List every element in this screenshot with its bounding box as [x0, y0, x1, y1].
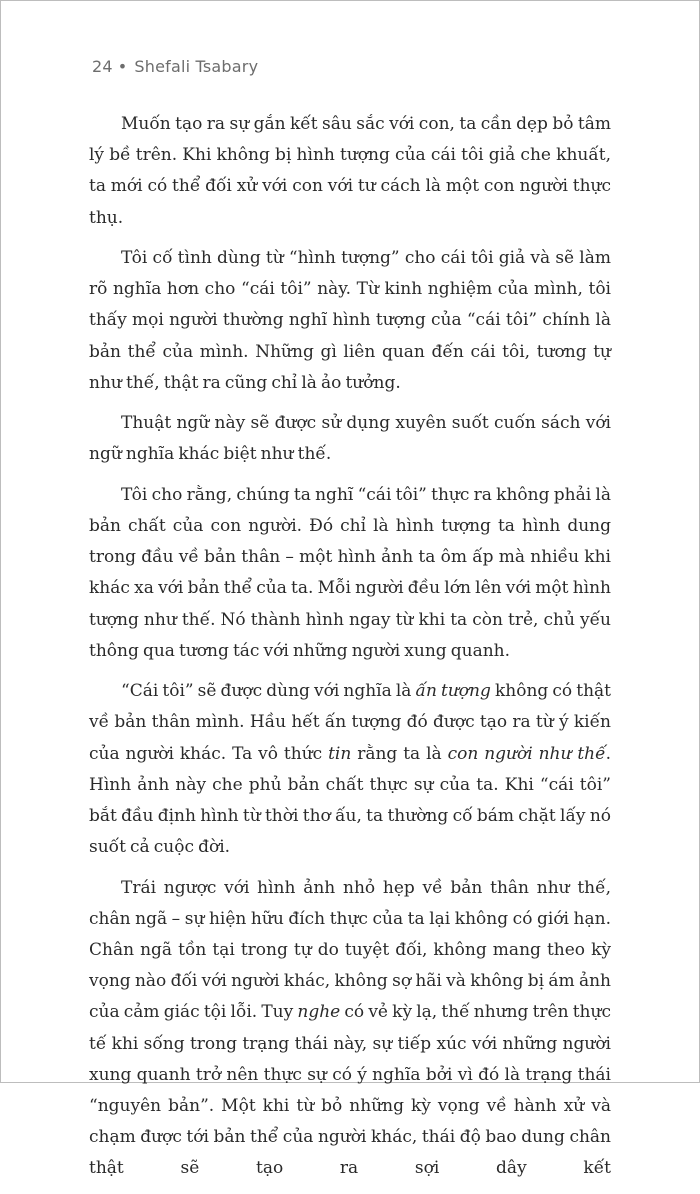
- paragraph-text: không có thật về bản thân mình. Hầu hết ấn tượng đó được tạo ra từ ý kiến của người khác. Ta vô thức: [89, 681, 611, 764]
- italic-phrase: con người như thế: [447, 743, 606, 764]
- author-name: Shefali Tsabary: [134, 57, 259, 76]
- paragraph: Muốn tạo ra sự gắn kết sâu sắc với con, ta cần dẹp bỏ tâm lý bề trên. Khi không bị hình tượng của cái tôi giả che khuất, ta mới có thể đối xử với con với tư cách là một con người thực thụ.: [89, 114, 611, 228]
- page-number: 24: [92, 57, 113, 76]
- italic-phrase: nghe: [297, 1002, 341, 1023]
- paragraph: Tôi cho rằng, chúng ta nghĩ “cái tôi” thực ra không phải là bản chất của con người. Đó chỉ là hình tượng ta hình dung trong đầu về bản thân – một hình ảnh ta ôm ấp mà nhiều khi khác xa với bản thể của ta. Mỗi người đều lớn lên với một hình tượng như thế. Nó thành hình ngay từ khi ta còn trẻ, chủ yếu thông qua tương tác với những người xung quanh.: [89, 484, 611, 661]
- paragraph-text: “Cái tôi” sẽ được dùng với nghĩa là: [121, 681, 416, 702]
- body-text: [89, 109, 611, 1194]
- paragraph: [89, 873, 611, 1185]
- paragraph: Thuật ngữ này sẽ được sử dụng xuyên suốt cuốn sách với ngữ nghĩa khác biệt như thế.: [89, 413, 611, 465]
- header-separator: •: [117, 57, 128, 76]
- paragraph-text: . Hình ảnh này che phủ bản chất thực sự của ta. Khi “cái tôi” bắt đầu định hình từ thời thơ ấu, ta thường cố bám chặt lấy nó suốt cả cuộc đời.: [89, 743, 611, 858]
- paragraph: [89, 676, 611, 863]
- italic-phrase: tin: [328, 743, 352, 764]
- running-head: [92, 57, 258, 76]
- paragraph-text: có vẻ kỳ lạ, thế nhưng trên thực tế khi sống trong trạng thái này, sự tiếp xúc với những người xung quanh trở nên thực sự có ý nghĩa bởi vì đó là trạng thái “nguyên bản”. Một khi từ bỏ những kỳ vọng về hành xử và chạm được tới bản thể của người khác, thái độ bao dung chân thật sẽ tạo ra sợi dây kết: [89, 1002, 611, 1179]
- paragraph-text: rằng ta là: [351, 743, 448, 764]
- paragraph: Tôi cố tình dùng từ “hình tượng” cho cái tôi giả và sẽ làm rõ nghĩa hơn cho “cái tôi” này. Từ kinh nghiệm của mình, tôi thấy mọi người thường nghĩ hình tượng của “cái tôi” chính là bản thể của mình. Những gì liên quan đến cái tôi, tương tự như thế, thật ra cũng chỉ là ảo tưởng.: [89, 248, 611, 393]
- italic-phrase: ấn tượng: [415, 681, 491, 702]
- paragraph-text: Trái ngược với hình ảnh nhỏ hẹp về bản thân như thế, chân ngã – sự hiện hữu đích thực của ta lại không có giới hạn. Chân ngã tồn tại trong tự do tuyệt đối, không mang theo kỳ vọng nào đối với người khác, không sợ hãi và không bị ám ảnh của cảm giác tội lỗi. Tuy: [89, 877, 611, 1023]
